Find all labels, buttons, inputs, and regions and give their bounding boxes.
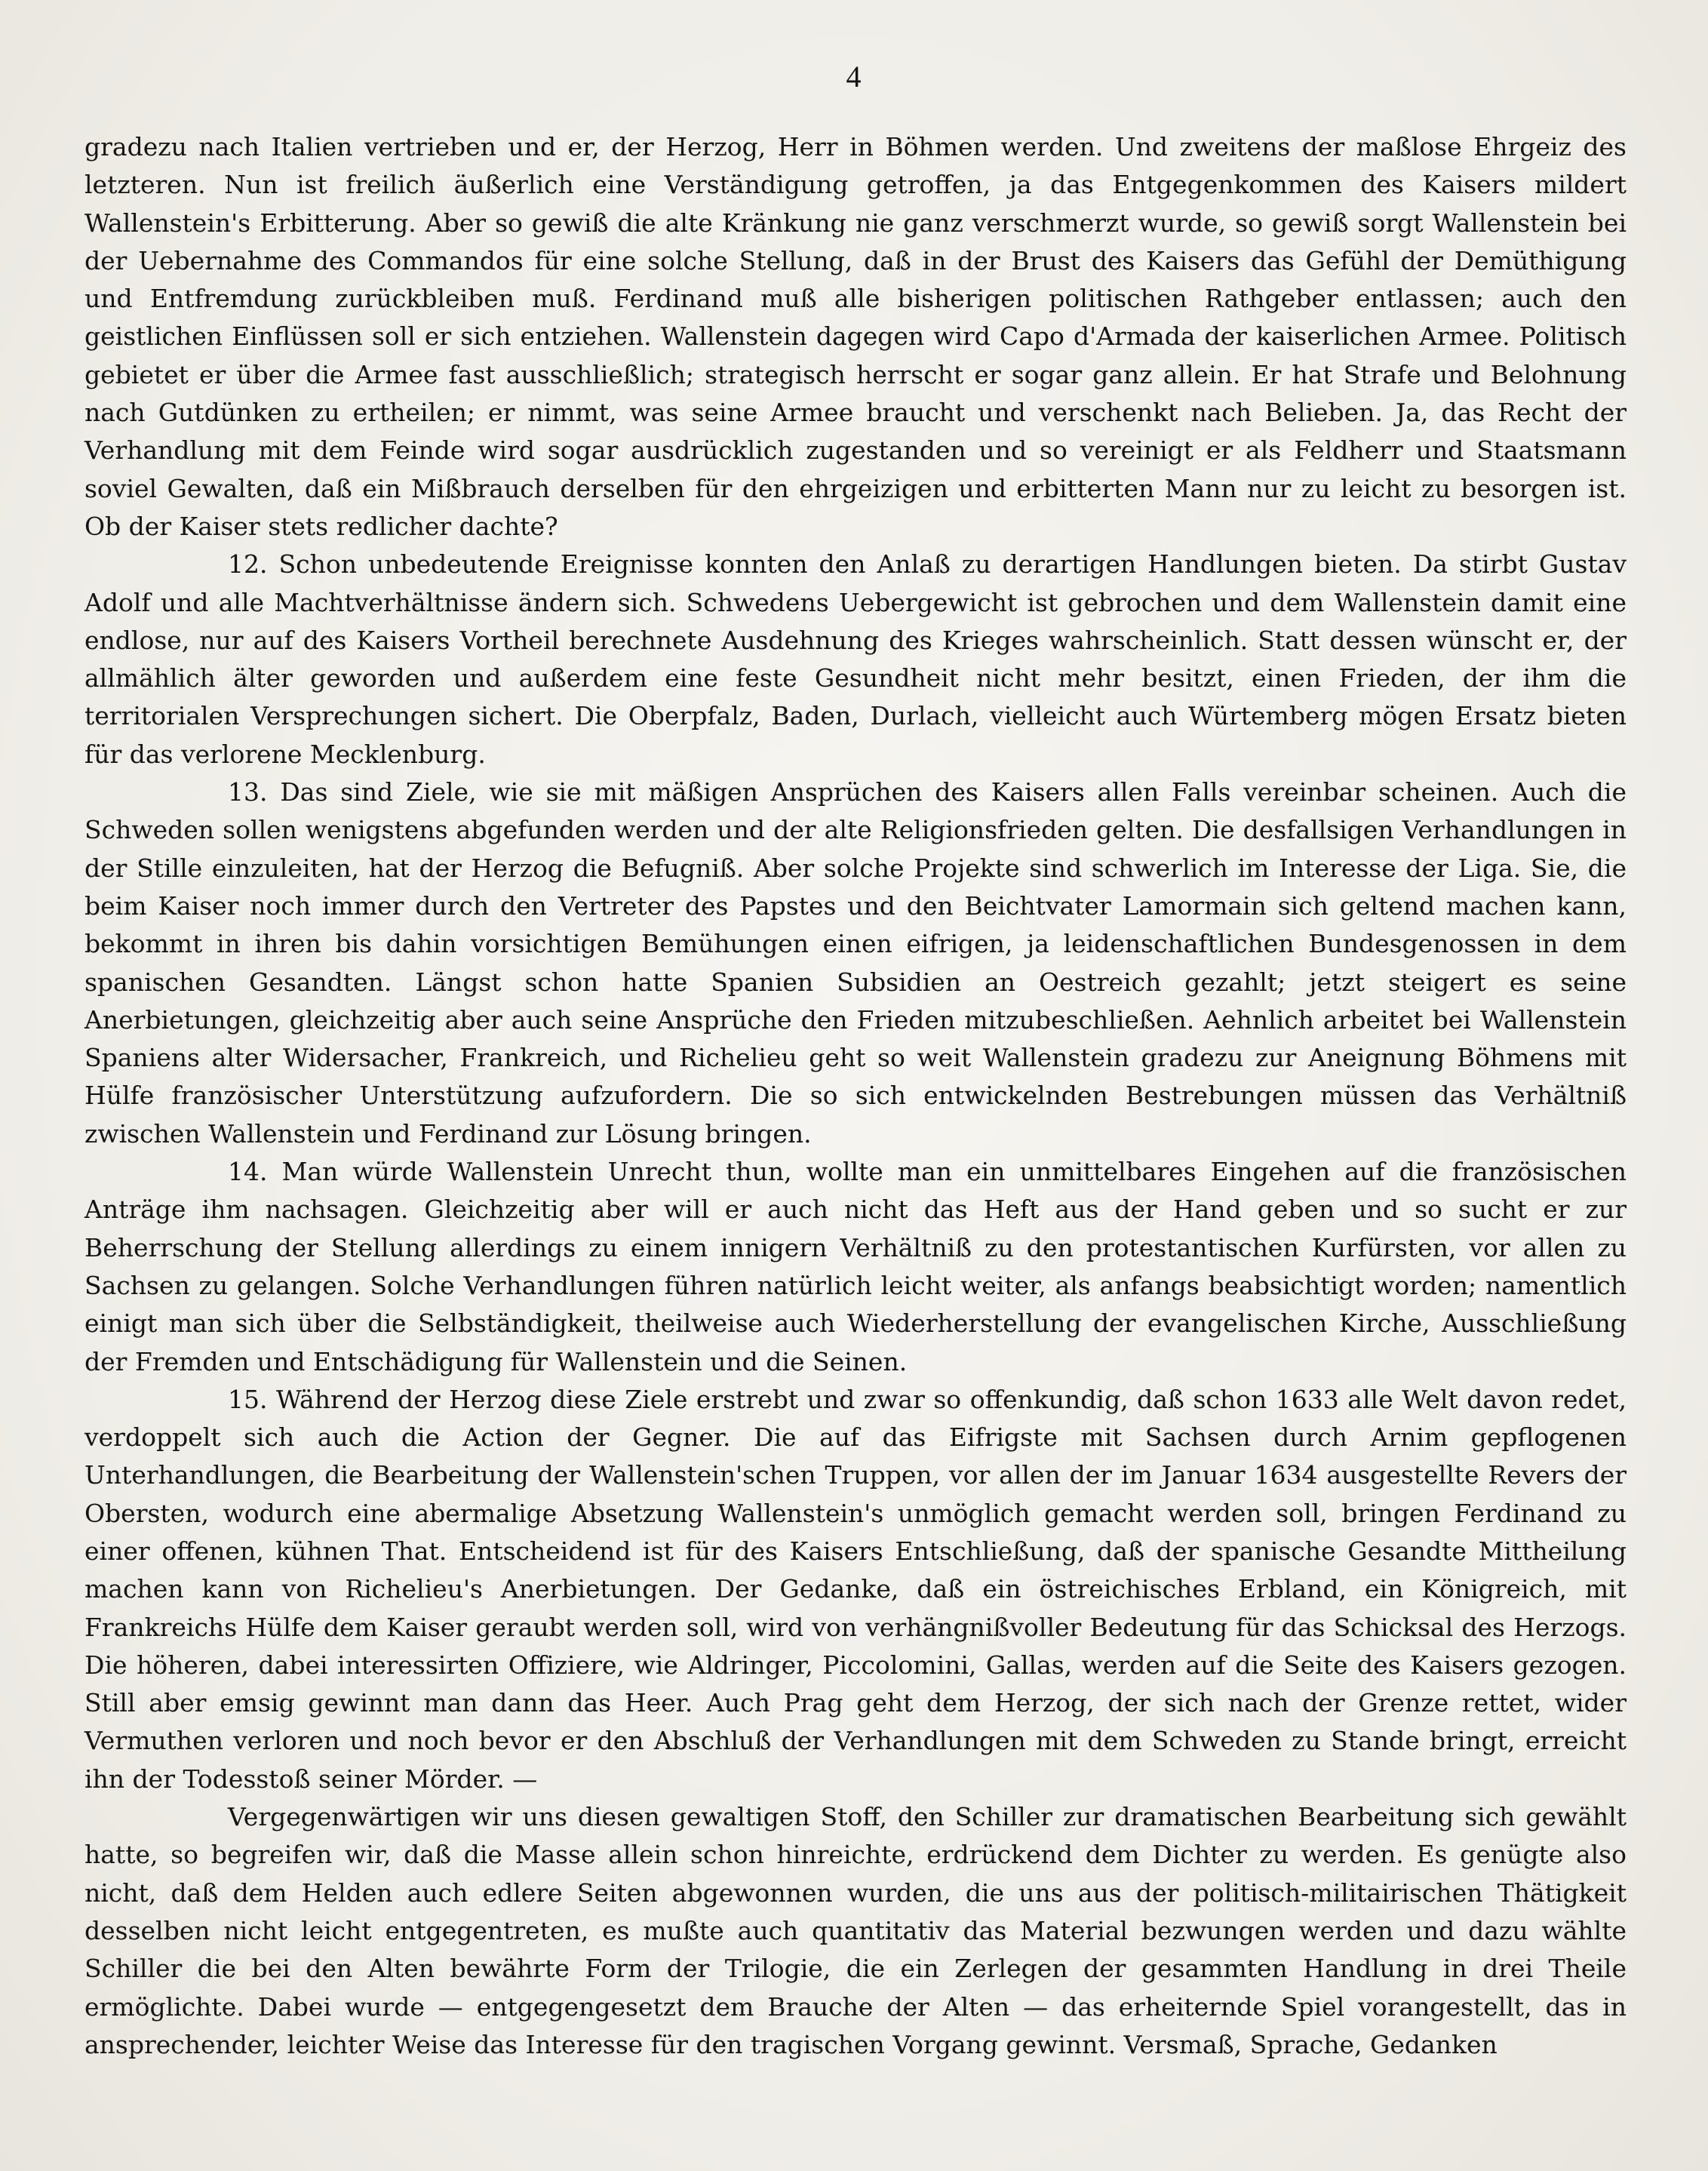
paragraph-12: 12. Schon unbedeutende Ereignisse konnten den Anlaß zu derartigen Handlungen bieten. Da stirbt Gustav Adolf und alle Machtverhältnisse ändern sich. Schwedens Uebergewicht ist gebrochen und dem Wallenstein damit eine endlose, nur auf des Kaisers Vortheil berechnete Ausdehnung des Krieges wahrscheinlich. Statt dessen wünscht er, der allmählich älter geworden und außerdem eine feste Gesundheit nicht mehr besitzt, einen Frieden, der ihm die territorialen Versprechungen sichert. Die Oberpfalz, Baden, Durlach, vielleicht auch Würtemberg mögen Ersatz bieten für das verlorene Mecklenburg. — [84, 549, 1627, 769]
page-number: 4 — [846, 60, 862, 94]
paragraph-final: Vergegenwärtigen wir uns diesen gewaltigen Stoff, den Schiller zur dramatischen Bearbeitung sich gewählt hatte, so begreifen wir, daß die Masse allein schon hinreichte, erdrückend dem Dichter zu werden. Es genügte also nicht, daß dem Helden auch edlere Seiten abgewonnen wurden, die uns aus der politisch-militairischen Thätigkeit desselben nicht leicht entgegentreten, es mußte auch quantitativ das Material bezwungen werden und dazu wählte Schiller die bei den Alten bewährte Form der Trilogie, die ein Zerlegen der gesammten Handlung in drei Theile ermöglichte. Dabei wurde — entgegengesetzt dem Brauche der Alten — das erheiternde Spiel vorangestellt, das in ansprechender, leichter Weise das Interesse für den tragischen Vorgang gewinnt. Versmaß, Sprache, Gedanken — [84, 1802, 1627, 2059]
paragraph-continuation: gradezu nach Italien vertrieben und er, der Herzog, Herr in Böhmen werden. Und zweitens der maßlose Ehrgeiz des letzteren. Nun ist freilich äußerlich eine Verständigung getroffen, ja das Entgegenkommen des Kaisers mildert Wallenstein's Erbitterung. Aber so gewiß die alte Kränkung nie ganz verschmerzt wurde, so gewiß sorgt Wallenstein bei der Uebernahme des Commandos für eine solche Stellung, daß in der Brust des Kaisers das Gefühl der Demüthigung und Entfremdung zurückbleiben muß. Ferdinand muß alle bisherigen politischen Rathgeber entlassen; auch den geistlichen Einflüssen soll er sich entziehen. Wallenstein dagegen wird Capo d'Armada der kaiserlichen Armee. Politisch gebietet er über die Armee fast ausschließlich; strategisch herrscht er sogar ganz allein. Er hat Strafe und Belohnung nach Gutdünken zu ertheilen; er nimmt, was seine Armee braucht und verschenkt nach Belieben. Ja, das Recht der Verhandlung mit dem Feinde wird sogar ausdrücklich zugestanden und so vereinigt er als Feldherr und Staatsmann soviel Gewalten, daß ein Mißbrauch derselben für den ehrgeizigen und erbitterten Mann nur zu leicht zu besorgen ist. Ob der Kaiser stets redlicher dachte? — [84, 132, 1627, 541]
paragraph-15: 15. Während der Herzog diese Ziele erstrebt und zwar so offenkundig, daß schon 1633 alle Welt davon redet, verdoppelt sich auch die Action der Gegner. Die auf das Eifrigste mit Sachsen durch Arnim gepflogenen Unterhandlungen, die Bearbeitung der Wallenstein'schen Truppen, vor allen der im Januar 1634 ausgestellte Revers der Obersten, wodurch eine abermalige Absetzung Wallenstein's unmöglich gemacht werden soll, bringen Ferdinand zu einer offenen, kühnen That. Entscheidend ist für des Kaisers Entschließung, daß der spanische Gesandte Mittheilung machen kann von Richelieu's Anerbietungen. Der Gedanke, daß ein östreichisches Erbland, ein Königreich, mit Frankreichs Hülfe dem Kaiser geraubt werden soll, wird von verhängnißvoller Bedeutung für das Schicksal des Herzogs. Die höheren, dabei interessirten Offiziere, wie Aldringer, Piccolomini, Gallas, werden auf die Seite des Kaisers gezogen. Still aber emsig gewinnt man dann das Heer. Auch Prag geht dem Herzog, der sich nach der Grenze rettet, wider Vermuthen verloren und noch bevor er den Abschluß der Verhandlungen mit dem Schweden zu Stande bringt, erreicht ihn der Todesstoß seiner Mörder. — — [84, 1384, 1627, 1794]
paragraph-14: 14. Man würde Wallenstein Unrecht thun, wollte man ein unmittelbares Eingehen auf die französischen Anträge ihm nachsagen. Gleichzeitig aber will er auch nicht das Heft aus der Hand geben und so sucht er zur Beherrschung der Stellung allerdings zu einem innigern Verhältniß zu den protestantischen Kurfürsten, vor allen zu Sachsen zu gelangen. Solche Verhandlungen führen natürlich leicht weiter, als anfangs beabsichtigt worden; namentlich einigt man sich über die Selbständigkeit, theilweise auch Wiederherstellung der evangelischen Kirche, Ausschließung der Fremden und Entschädigung für Wallenstein und die Seinen. — [84, 1157, 1627, 1376]
body-text — [84, 128, 1627, 2064]
paragraph-13: 13. Das sind Ziele, wie sie mit mäßigen Ansprüchen des Kaisers allen Falls vereinbar scheinen. Auch die Schweden sollen wenigstens abgefunden werden und der alte Religionsfrieden gelten. Die desfallsigen Verhandlungen in der Stille einzuleiten, hat der Herzog die Befugniß. Aber solche Projekte sind schwerlich im Interesse der Liga. Sie, die beim Kaiser noch immer durch den Vertreter des Papstes und den Beichtvater Lamormain sich geltend machen kann, bekommt in ihren bis dahin vorsichtigen Bemühungen einen eifrigen, ja leidenschaftlichen Bundesgenossen in dem spanischen Gesandten. Längst schon hatte Spanien Subsidien an Oestreich gezahlt; jetzt steigert es seine Anerbietungen, gleichzeitig aber auch seine Ansprüche den Frieden mitzubeschließen. Aehnlich arbeitet bei Wallenstein Spaniens alter Widersacher, Frankreich, und Richelieu geht so weit Wallenstein gradezu zur Aneignung Böhmens mit Hülfe französischer Unterstützung aufzufordern. Die so sich entwickelnden Bestrebungen müssen das Verhältniß zwischen Wallenstein und Ferdinand zur Lösung bringen. — [84, 777, 1627, 1149]
